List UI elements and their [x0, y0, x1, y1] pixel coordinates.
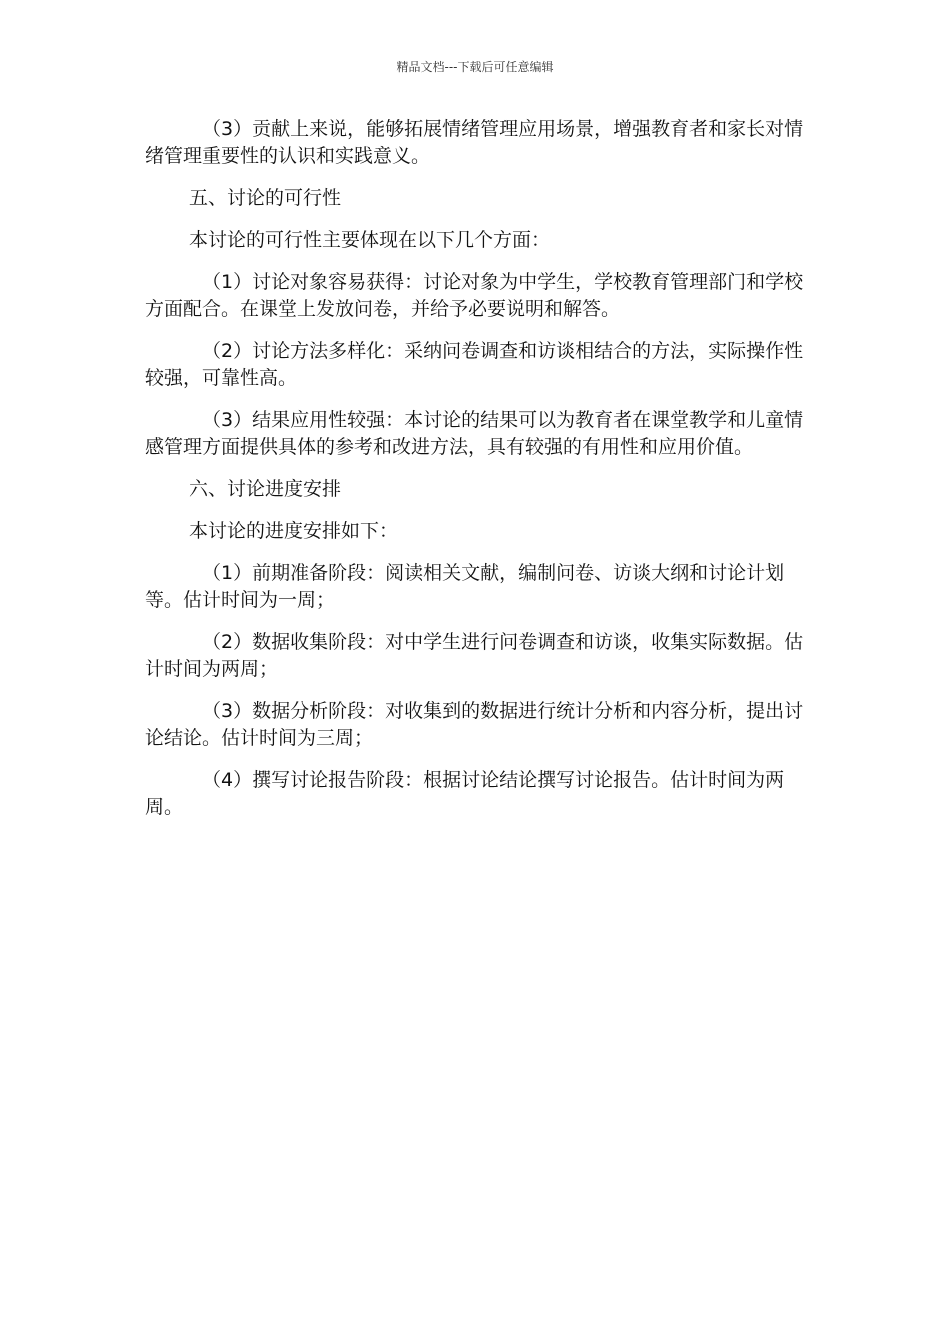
page-header: 精品文档---下载后可任意编辑	[396, 60, 554, 74]
schedule-intro: 本讨论的进度安排如下：	[189, 520, 399, 542]
contribution-item-3: （3）贡献上来说，能够拓展情绪管理应用场景，增强教育者和家长对情绪管理重要性的认识和实践意义。	[145, 118, 804, 167]
feasibility-item-1: （1）讨论对象容易获得：讨论对象为中学生，学校教育管理部门和学校方面配合。在课堂上发放问卷，并给予必要说明和解答。	[145, 271, 804, 320]
section-heading-feasibility: 五、讨论的可行性	[189, 187, 342, 209]
schedule-item-1: （1）前期准备阶段：阅读相关文献，编制问卷、访谈大纲和讨论计划等。估计时间为一周；	[145, 562, 785, 611]
document-body	[145, 116, 817, 836]
feasibility-item-2: （2）讨论方法多样化：采纳问卷调查和访谈相结合的方法，实际操作性较强，可靠性高。	[145, 340, 804, 389]
schedule-item-4: （4）撰写讨论报告阶段：根据讨论结论撰写讨论报告。估计时间为两周。	[145, 769, 785, 818]
feasibility-intro: 本讨论的可行性主要体现在以下几个方面：	[189, 229, 551, 251]
schedule-item-3: （3）数据分析阶段：对收集到的数据进行统计分析和内容分析，提出讨论结论。估计时间为三周；	[145, 700, 804, 749]
schedule-item-2: （2）数据收集阶段：对中学生进行问卷调查和访谈，收集实际数据。估计时间为两周；	[145, 631, 804, 680]
section-heading-schedule: 六、讨论进度安排	[189, 478, 342, 500]
feasibility-item-3: （3）结果应用性较强：本讨论的结果可以为教育者在课堂教学和儿童情感管理方面提供具体的参考和改进方法，具有较强的有用性和应用价值。	[145, 409, 804, 458]
